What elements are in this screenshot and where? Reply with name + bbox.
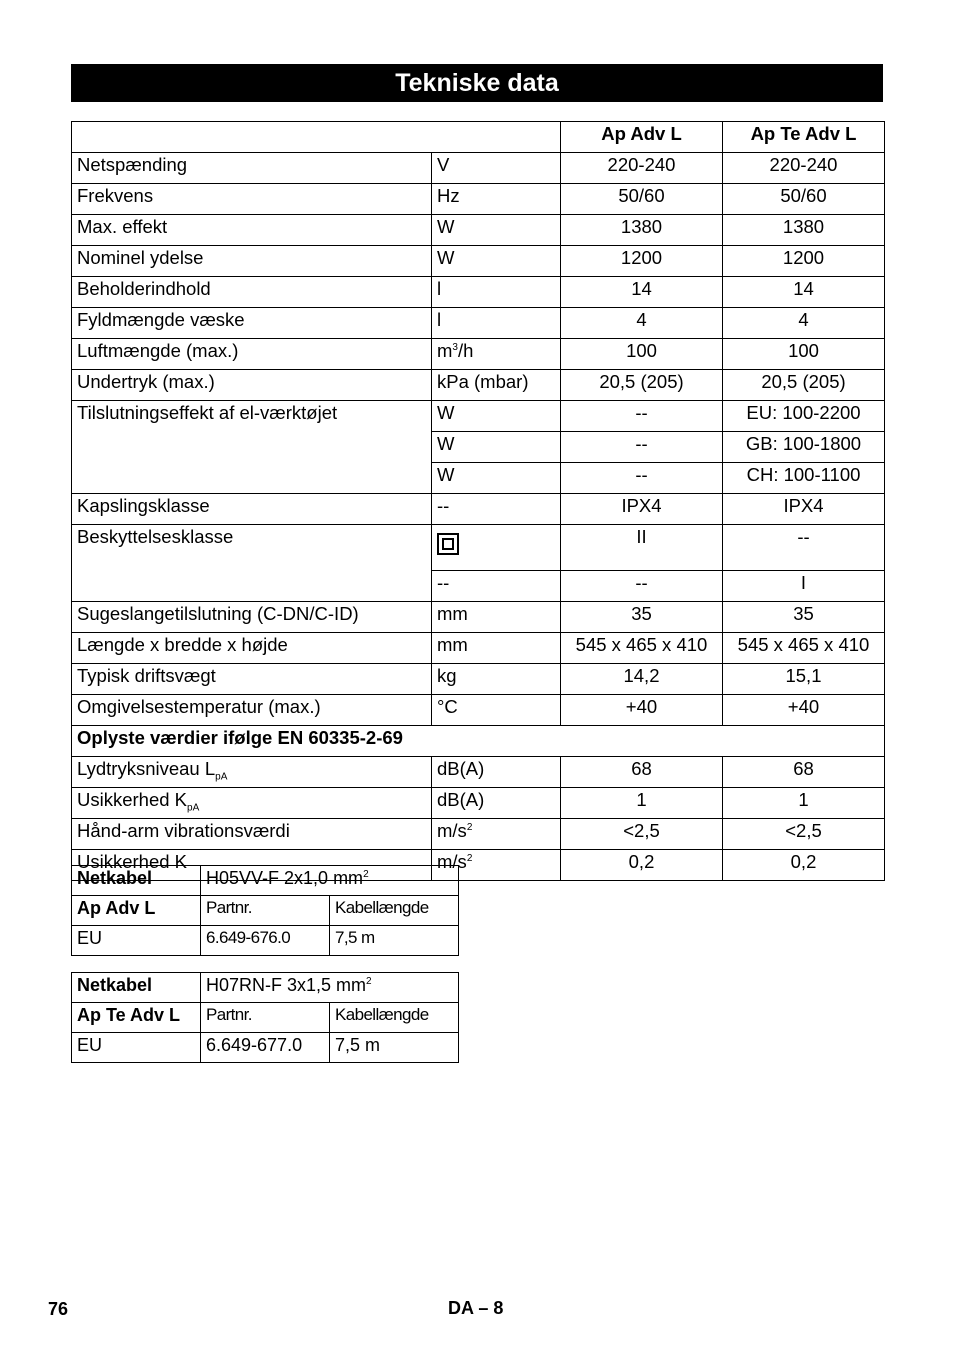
- table-row: [72, 633, 885, 664]
- label-base: Usikkerhed K: [77, 851, 188, 872]
- row-value-a: --: [561, 463, 723, 494]
- cable-spec: [201, 973, 459, 1003]
- table-row: [72, 664, 885, 695]
- row-label: [72, 819, 432, 850]
- row-label: Netspænding: [72, 153, 432, 184]
- row-label: Luftmængde (max.): [72, 339, 432, 370]
- row-value-a: 14,2: [561, 664, 723, 695]
- cable-spec-text: H07RN-F 3x1,5 mm: [206, 975, 367, 995]
- row-value-b: 68: [723, 757, 885, 788]
- label-subscript: pA: [187, 802, 200, 814]
- page-number: 76: [48, 1299, 69, 1319]
- cable-spec-superscript: 2: [363, 869, 369, 880]
- header-model-a: Ap Adv L: [561, 122, 723, 153]
- table-row: [72, 153, 885, 184]
- cable-column-row: [72, 896, 459, 926]
- row-unit: Hz: [432, 184, 561, 215]
- cable-length: 7,5 m: [330, 926, 459, 956]
- row-unit: l: [432, 277, 561, 308]
- row-label: Undertryk (max.): [72, 370, 432, 401]
- label-subscript: pA: [215, 771, 228, 783]
- table-header-row: [72, 122, 885, 153]
- row-value-a: II: [561, 525, 723, 571]
- row-value-b: 4: [723, 308, 885, 339]
- row-unit: --: [432, 494, 561, 525]
- row-value-a: --: [561, 432, 723, 463]
- row-value-b: 15,1: [723, 664, 885, 695]
- label-base: Lydtryksniveau L: [77, 758, 216, 779]
- row-label: Sugeslangetilslutning (C-DN/C-ID): [72, 602, 432, 633]
- section-indicator: DA – 8: [448, 1298, 504, 1318]
- cable-col-length: Kabellængde: [330, 1003, 459, 1033]
- cable-data-row: [72, 926, 459, 956]
- technical-data-table: [71, 121, 885, 881]
- table-row: [72, 339, 885, 370]
- row-label: Kapslingsklasse: [72, 494, 432, 525]
- row-label: Tilslutningseffekt af el-værktøjet: [72, 401, 432, 494]
- unit-superscript: 3: [452, 341, 458, 353]
- label-base: Hånd-arm vibrationsværdi: [77, 820, 290, 841]
- row-value-a: 545 x 465 x 410: [561, 633, 723, 664]
- unit-base: m/s: [437, 851, 467, 872]
- unit-superscript: 2: [466, 852, 473, 864]
- table-row: [72, 819, 885, 850]
- table-row: [72, 788, 885, 819]
- cable-length: 7,5 m: [330, 1033, 459, 1063]
- row-value-a: 1380: [561, 215, 723, 246]
- row-value-b: 0,2: [723, 850, 885, 881]
- row-unit: [432, 788, 561, 819]
- table-row: [72, 308, 885, 339]
- header-empty: [72, 122, 561, 153]
- row-value-b: 14: [723, 277, 885, 308]
- row-value-b: I: [723, 571, 885, 602]
- row-value-b: EU: 100-2200: [723, 401, 885, 432]
- row-value-a: 4: [561, 308, 723, 339]
- row-value-a: --: [561, 571, 723, 602]
- table-row: [72, 695, 885, 726]
- cable-spec: [201, 866, 459, 896]
- row-unit: --: [432, 571, 561, 602]
- row-value-a: 50/60: [561, 184, 723, 215]
- cable-table-ap-adv-l: [71, 865, 459, 956]
- table-row: [72, 370, 885, 401]
- table-row: [72, 184, 885, 215]
- cable-spec-text: H05VV-F 2x1,0 mm: [206, 868, 364, 888]
- row-value-b: CH: 100-1100: [723, 463, 885, 494]
- row-value-b: <2,5: [723, 819, 885, 850]
- cable-spec-superscript: 2: [366, 976, 372, 987]
- row-unit: mm: [432, 633, 561, 664]
- row-value-a: 68: [561, 757, 723, 788]
- row-value-a: 20,5 (205): [561, 370, 723, 401]
- protection-class-ii-icon: [437, 533, 459, 555]
- cable-column-row: [72, 1003, 459, 1033]
- row-label: Beskyttelsesklasse: [72, 525, 432, 602]
- cable-header-row: [72, 866, 459, 896]
- row-value-a: <2,5: [561, 819, 723, 850]
- page-title: Tekniske data: [71, 64, 883, 102]
- table-row: [72, 494, 885, 525]
- row-unit: kg: [432, 664, 561, 695]
- row-unit: W: [432, 463, 561, 494]
- row-label: Nominel ydelse: [72, 246, 432, 277]
- row-label: Beholderindhold: [72, 277, 432, 308]
- table-row: [72, 525, 885, 571]
- table-row: [72, 215, 885, 246]
- row-label: Max. effekt: [72, 215, 432, 246]
- row-value-b: 1200: [723, 246, 885, 277]
- cable-heading: Netkabel: [72, 866, 201, 896]
- row-unit: [432, 757, 561, 788]
- cable-table-ap-te-adv-l: [71, 972, 459, 1063]
- row-unit: W: [432, 215, 561, 246]
- row-label: Længde x bredde x højde: [72, 633, 432, 664]
- row-value-b: 1380: [723, 215, 885, 246]
- table-row: [72, 401, 885, 432]
- row-value-b: 20,5 (205): [723, 370, 885, 401]
- row-unit: [432, 819, 561, 850]
- section-row: [72, 726, 885, 757]
- section-heading: Oplyste værdier ifølge EN 60335-2-69: [72, 726, 885, 757]
- row-value-a: --: [561, 401, 723, 432]
- cable-model: Ap Te Adv L: [72, 1003, 201, 1033]
- cable-heading: Netkabel: [72, 973, 201, 1003]
- cable-col-partnr: Partnr.: [201, 896, 330, 926]
- cable-partnr: 6.649-676.0: [201, 926, 330, 956]
- row-label: Typisk driftsvægt: [72, 664, 432, 695]
- cable-partnr: 6.649-677.0: [201, 1033, 330, 1063]
- cable-region: EU: [72, 1033, 201, 1063]
- row-unit: W: [432, 401, 561, 432]
- table-row: [72, 757, 885, 788]
- row-value-b: 35: [723, 602, 885, 633]
- row-unit: kPa (mbar): [432, 370, 561, 401]
- row-value-b: 50/60: [723, 184, 885, 215]
- label-base: Usikkerhed K: [77, 789, 188, 810]
- row-unit: W: [432, 432, 561, 463]
- header-model-b: Ap Te Adv L: [723, 122, 885, 153]
- row-unit: W: [432, 246, 561, 277]
- row-value-b: 220-240: [723, 153, 885, 184]
- row-label: [72, 788, 432, 819]
- row-value-a: IPX4: [561, 494, 723, 525]
- table-row: [72, 277, 885, 308]
- row-unit: °C: [432, 695, 561, 726]
- row-value-b: +40: [723, 695, 885, 726]
- cable-region: EU: [72, 926, 201, 956]
- row-label: [72, 757, 432, 788]
- row-value-a: 220-240: [561, 153, 723, 184]
- row-label: Fyldmængde væske: [72, 308, 432, 339]
- row-value-b: 100: [723, 339, 885, 370]
- row-unit: V: [432, 153, 561, 184]
- row-label: Omgivelsestemperatur (max.): [72, 695, 432, 726]
- table-row: [72, 602, 885, 633]
- table-row: [72, 246, 885, 277]
- cable-header-row: [72, 973, 459, 1003]
- row-unit: [432, 339, 561, 370]
- row-value-a: 0,2: [561, 850, 723, 881]
- row-unit: l: [432, 308, 561, 339]
- row-unit: [432, 525, 561, 571]
- row-value-b: GB: 100-1800: [723, 432, 885, 463]
- row-value-a: 1200: [561, 246, 723, 277]
- row-value-b: IPX4: [723, 494, 885, 525]
- cable-data-row: [72, 1033, 459, 1063]
- row-value-b: 545 x 465 x 410: [723, 633, 885, 664]
- unit-base: m: [437, 340, 453, 361]
- row-value-a: 1: [561, 788, 723, 819]
- row-value-a: 100: [561, 339, 723, 370]
- row-value-a: 35: [561, 602, 723, 633]
- row-value-b: 1: [723, 788, 885, 819]
- unit-base: dB(A): [437, 789, 485, 810]
- cable-col-partnr: Partnr.: [201, 1003, 330, 1033]
- unit-base: m/s: [437, 820, 467, 841]
- row-unit: mm: [432, 602, 561, 633]
- unit-rest: /h: [457, 340, 474, 361]
- row-value-a: 14: [561, 277, 723, 308]
- unit-base: dB(A): [437, 758, 485, 779]
- unit-superscript: 2: [466, 821, 473, 833]
- cable-col-length: Kabellængde: [330, 896, 459, 926]
- row-value-b: --: [723, 525, 885, 571]
- row-value-a: +40: [561, 695, 723, 726]
- cable-model: Ap Adv L: [72, 896, 201, 926]
- row-label: Frekvens: [72, 184, 432, 215]
